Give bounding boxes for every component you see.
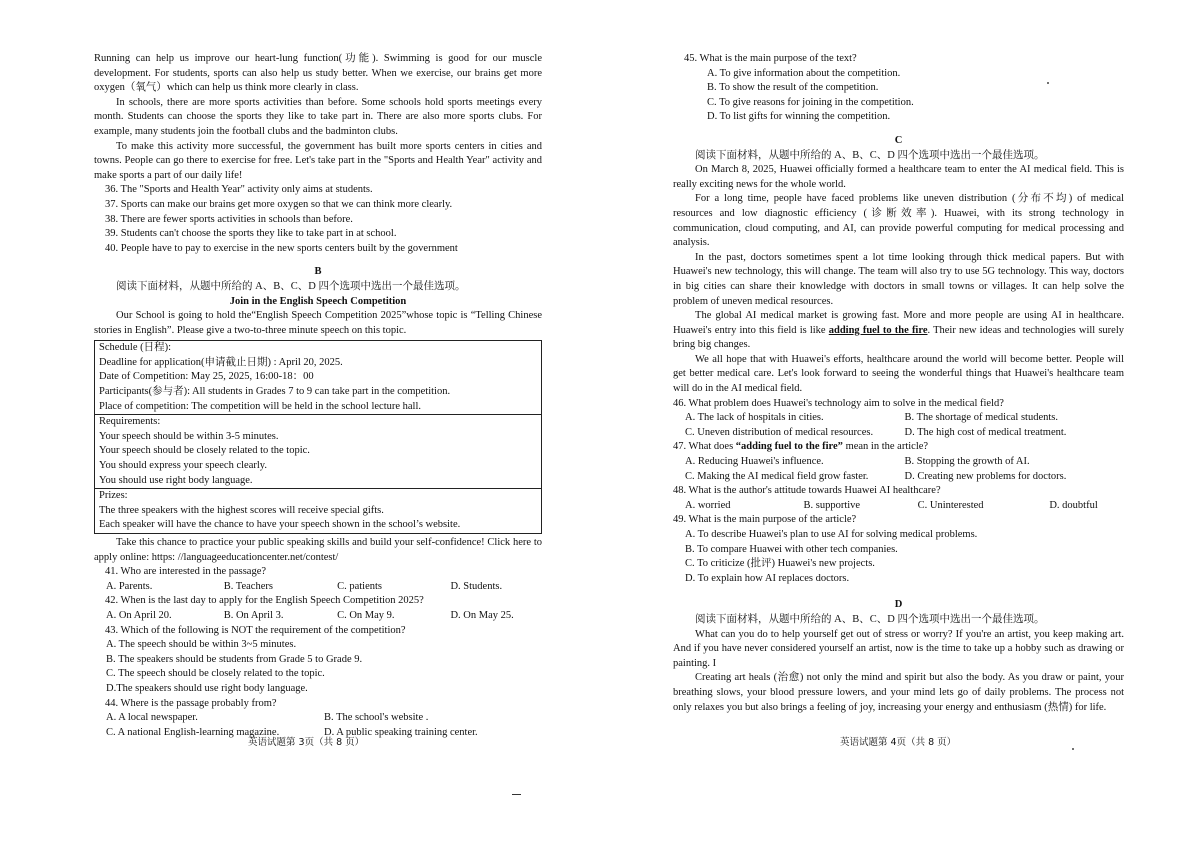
option: C. Uneven distribution of medical resources. bbox=[685, 426, 874, 438]
paragraph: For a long time, people have faced problems like uneven distribution (分布不均) of medical resources and low diagnostic efficiency (诊断效率). Huawei, with its strong technology in communication, cloud computing, and AI, can provide powerful computing for medical processing and analysis. bbox=[673, 193, 1124, 249]
option: C. To give reasons for joining in the competition. bbox=[707, 96, 914, 108]
option: D. Students. bbox=[450, 580, 503, 592]
page-footer-right: 英语试题第 4页（共 8 页） bbox=[840, 737, 957, 748]
paragraph: In schools, there are more sports activities than before. Some schools hold sports meetings every month. Students can choose the sports they like to take part in. There are also more sports clubs. For example, many students join the football clubs and the badminton clubs. bbox=[94, 96, 542, 137]
option: C. To criticize (批评) Huawei's new projects. bbox=[685, 558, 875, 570]
section-instruction: 阅读下面材料，从题中所给的 A、B、C、D 四个选项中选出一个最佳选项。 bbox=[695, 149, 1045, 161]
schedule-section bbox=[95, 341, 541, 414]
section-letter-b: B bbox=[314, 266, 322, 278]
question-38: 38. There are fewer sports activities in schools than before. bbox=[105, 213, 353, 225]
option: A. On April 20. bbox=[106, 609, 172, 621]
question-44: 44. Where is the passage probably from? bbox=[105, 697, 277, 709]
options-47 bbox=[673, 455, 1124, 470]
paragraph: On March 8, 2025, Huawei officially formed a healthcare team to enter the AI medical field. This is really exciting news for the whole world. bbox=[673, 164, 1124, 190]
requirement-line: Your speech should be within 3-5 minutes. bbox=[99, 430, 279, 442]
option: D. To explain how AI replaces doctors. bbox=[685, 572, 850, 584]
paragraph: Running can help us improve our heart-lung function(功能). Swimming is good for our muscle development. For students, sports can also help us study better. When we exercise, our brains get more oxygen（氧气）which can help us think more clearly in class. bbox=[94, 53, 542, 94]
bold-phrase: “adding fuel to the fire” bbox=[735, 441, 843, 453]
schedule-line: Schedule (日程): bbox=[99, 342, 172, 354]
option: A. The speech should be within 3~5 minutes. bbox=[106, 639, 297, 651]
schedule-line: Place of competition: The competition will be held in the school lecture hall. bbox=[99, 400, 422, 412]
option: B. The speakers should be students from Grade 5 to Grade 9. bbox=[106, 653, 363, 665]
page-footer-left: 英语试题第 3页（共 8 页） bbox=[248, 737, 365, 748]
schedule-line: Date of Competition: May 25, 2025, 16:00-18：00 bbox=[99, 371, 314, 383]
options-48 bbox=[673, 499, 1124, 514]
text-run: mean in the article? bbox=[842, 441, 929, 453]
option: D. The high cost of medical treatment. bbox=[904, 426, 1067, 438]
prize-line: Each speaker will have the chance to have your speech shown in the school’s website. bbox=[99, 519, 461, 531]
option: A. To give information about the competition. bbox=[707, 67, 901, 79]
paragraph: Take this chance to practice your public speaking skills and build your self-confidence! Click here to apply online: https: //languageeducationcenter.net/contest/ bbox=[94, 537, 542, 563]
option: D.The speakers should use right body language. bbox=[106, 682, 308, 694]
text-run: 47. What does bbox=[673, 441, 736, 453]
info-box bbox=[94, 340, 542, 534]
paragraph: In the past, doctors sometimes spent a lot time looking through thick medical papers. But with Huawei's new technology, this will change. The team will also try to use 5G technology. This way, doctors in big cities can share their knowledge with doctors in small towns or villages. It can help solve the problem of uneven medical resources. bbox=[673, 251, 1124, 307]
requirements-section bbox=[95, 414, 541, 488]
option: C. Uninterested bbox=[917, 499, 984, 511]
text-run: The global AI medical market is growing fast. More and more people are using AI in healthcare. Huawei's entry into this field is like bbox=[673, 310, 1124, 336]
question-47 bbox=[673, 440, 1124, 455]
option: B. On April 3. bbox=[223, 609, 284, 621]
option: C. The speech should be closely related to the topic. bbox=[106, 668, 325, 680]
option: B. The shortage of medical students. bbox=[904, 412, 1058, 424]
options-46 bbox=[673, 411, 1124, 426]
schedule-line: Deadline for application(申请截止日期) : April 20, 2025. bbox=[99, 356, 343, 368]
paragraph bbox=[673, 309, 1124, 353]
paragraph: What can you do to help yourself get out of stress or worry? If you're an artist, you keep making art. And if you have never considered yourself an artist, now is the time to take up a hobby such as drawing or painting. I bbox=[673, 628, 1124, 669]
option: B. supportive bbox=[803, 499, 861, 511]
option: B. Teachers bbox=[223, 580, 273, 592]
left-page bbox=[94, 52, 542, 740]
option: A. Reducing Huawei's influence. bbox=[685, 456, 824, 468]
prizes-section bbox=[95, 488, 541, 533]
options-47 bbox=[673, 470, 1124, 485]
section-letter-d: D bbox=[894, 599, 903, 611]
question-40: 40. People have to pay to exercise in the new sports centers built by the government bbox=[105, 242, 458, 254]
option: A. A local newspaper. bbox=[106, 712, 198, 724]
question-48: 48. What is the author's attitude towards Huawei AI healthcare? bbox=[673, 485, 941, 497]
paragraph: Creating art heals (治愈) not only the mind and spirit but also the body. As you draw or paint, your breathing slows, your blood pressure lowers, and your mind lets go of daily problems. The process not only relaxes you but also brings a feeling of joy, increasing your energy and enthusiasm (热情) for life. bbox=[673, 672, 1124, 713]
requirement-line: Your speech should be closely related to the topic. bbox=[99, 445, 310, 457]
question-46: 46. What problem does Huawei's technology aim to solve in the medical field? bbox=[673, 397, 1004, 409]
option: A. To describe Huawei's plan to use AI for solving medical problems. bbox=[685, 529, 978, 540]
option: D. doubtful bbox=[1049, 499, 1098, 511]
options-41 bbox=[94, 580, 542, 595]
question-36: 36. The "Sports and Health Year" activity only aims at students. bbox=[105, 184, 373, 196]
scan-speck bbox=[1072, 748, 1074, 750]
question-41: 41. Who are interested in the passage? bbox=[105, 566, 267, 578]
underlined-phrase: adding fuel to the fire bbox=[828, 324, 928, 336]
option: D. On May 25. bbox=[450, 609, 514, 621]
option: B. To compare Huawei with other tech companies. bbox=[685, 543, 898, 555]
option: C. Making the AI medical field grow faster. bbox=[685, 470, 869, 482]
option: C. On May 9. bbox=[337, 609, 395, 621]
option: D. To list gifts for winning the competition. bbox=[707, 111, 891, 123]
option: A. worried bbox=[685, 499, 731, 511]
requirement-line: You should use right body language. bbox=[99, 474, 253, 486]
scan-mark bbox=[512, 794, 521, 795]
section-instruction: 阅读下面材料，从题中所给的 A、B、C、D 四个选项中选出一个最佳选项。 bbox=[116, 280, 466, 292]
question-39: 39. Students can't choose the sports they like to take part in at school. bbox=[105, 228, 397, 240]
right-page bbox=[673, 52, 1124, 715]
question-42: 42. When is the last day to apply for the English Speech Competition 2025? bbox=[105, 595, 424, 607]
section-letter-c: C bbox=[894, 134, 903, 146]
question-49: 49. What is the main purpose of the article? bbox=[673, 514, 857, 526]
prize-line: Prizes: bbox=[99, 490, 128, 502]
schedule-line: Participants(参与者): All students in Grades 7 to 9 can take part in the competition. bbox=[99, 386, 451, 398]
option: D. Creating new problems for doctors. bbox=[904, 470, 1067, 482]
options-46 bbox=[673, 426, 1124, 441]
requirement-line: You should express your speech clearly. bbox=[99, 460, 267, 472]
option: A. The lack of hospitals in cities. bbox=[685, 412, 824, 424]
question-45: 45. What is the main purpose of the text? bbox=[684, 53, 857, 64]
scan-speck bbox=[1047, 82, 1049, 84]
text-run: . Their new ideas and technologies will surely bring big changes. bbox=[673, 324, 1125, 351]
paragraph: Our School is going to hold the“English Speech Competition 2025”whose topic is “Telling Chinese stories in English”. Please give a two-to-three minute speech on this topic. bbox=[94, 310, 542, 336]
option: A. Parents. bbox=[106, 580, 153, 592]
options-44 bbox=[94, 711, 542, 726]
option: C. A national English-learning magazine. bbox=[106, 726, 280, 738]
paragraph: We all hope that with Huawei's efforts, healthcare around the world will become better. People will get better medical care. Let's look forward to seeing the wonderful things that Huawei's healthcare team will do in the AI medical field. bbox=[673, 353, 1124, 395]
passage-title: Join in the English Speech Competition bbox=[229, 295, 407, 307]
prize-line: The three speakers with the highest scores will receive special gifts. bbox=[99, 504, 384, 516]
option: C. patients bbox=[337, 580, 382, 592]
option: B. To show the result of the competition. bbox=[707, 82, 879, 94]
options-42 bbox=[94, 609, 542, 624]
question-37: 37. Sports can make our brains get more oxygen so that we can think more clearly. bbox=[105, 198, 453, 210]
option: D. A public speaking training center. bbox=[324, 726, 478, 738]
option: B. The school's website . bbox=[324, 712, 429, 724]
option: B. Stopping the growth of AI. bbox=[904, 456, 1030, 468]
requirement-line: Requirements: bbox=[99, 416, 161, 428]
question-43: 43. Which of the following is NOT the requirement of the competition? bbox=[105, 624, 406, 636]
section-instruction: 阅读下面材料，从题中所给的 A、B、C、D 四个选项中选出一个最佳选项。 bbox=[695, 613, 1045, 625]
paragraph: To make this activity more successful, the government has built more sports centers in cities and towns. People can go there to exercise for free. Let's take part in the "Sports and Health Year" activity and make sports a part of our daily life! bbox=[94, 140, 542, 181]
